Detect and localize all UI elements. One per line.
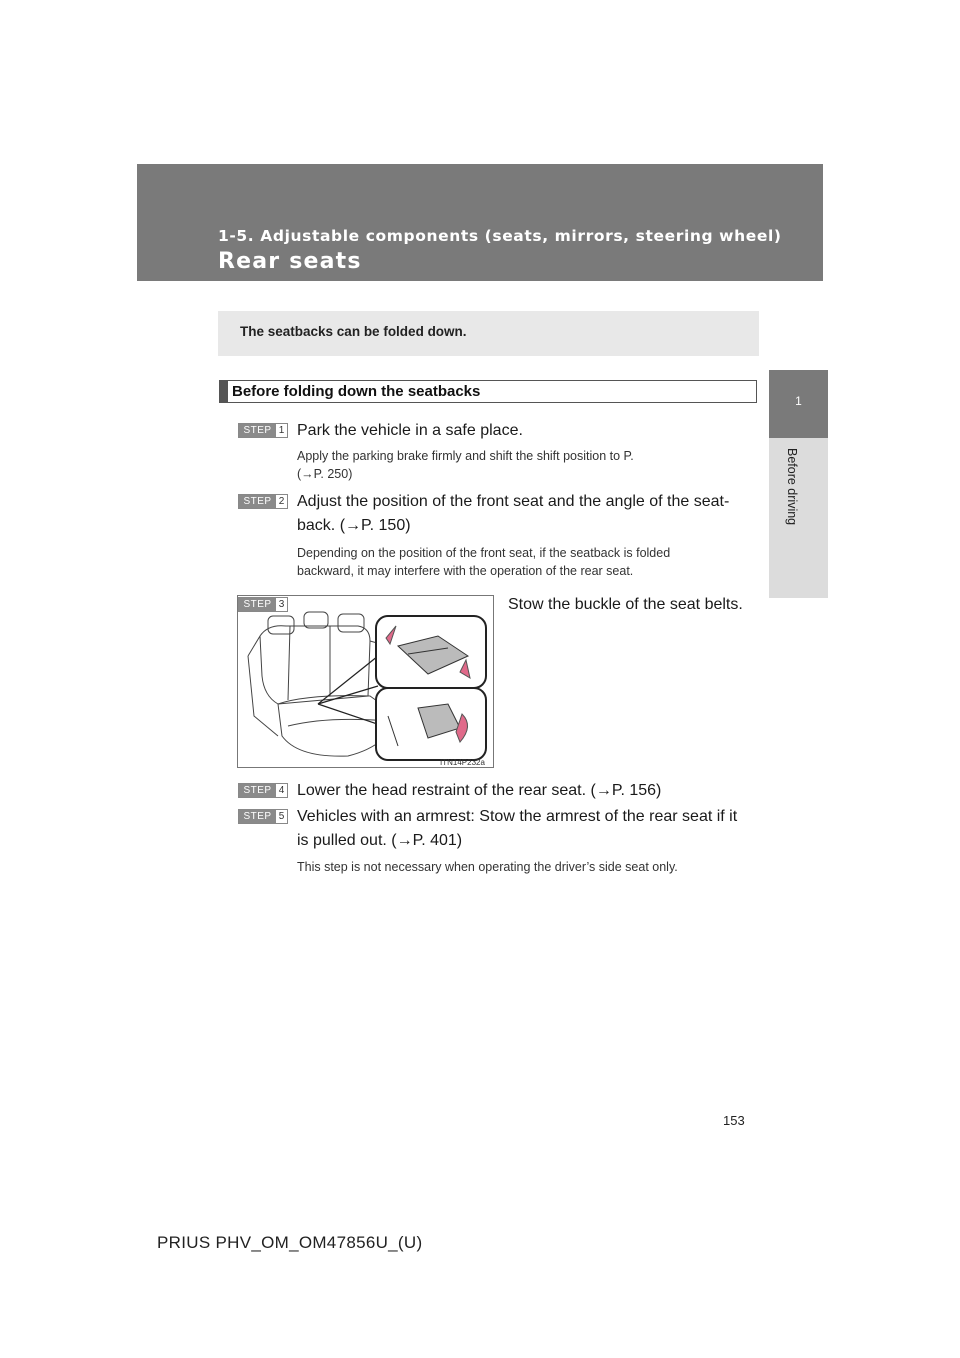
step-5-note: This step is not necessary when operating the driver’s side seat only. [297, 860, 678, 874]
step-2-text-line2: back. (→P. 150) [297, 517, 411, 534]
step-number: 2 [276, 495, 287, 508]
step-2-note-line2: backward, it may interfere with the operation of the rear seat. [297, 564, 634, 578]
document-code: PRIUS PHV_OM_OM47856U_(U) [157, 1233, 423, 1252]
intro-text: The seatbacks can be folded down. [240, 324, 467, 339]
step-number: 5 [276, 810, 287, 823]
step-label: STEP [239, 598, 276, 611]
step-label: STEP [239, 424, 276, 437]
step-4-text: Lower the head restraint of the rear seat. (→P. 156) [297, 782, 662, 799]
step-5-text-line2: is pulled out. (→P. 401) [297, 832, 463, 849]
step-badge-5 [238, 809, 288, 824]
step-badge-2 [238, 494, 288, 509]
chapter-tab-label: Before driving [785, 448, 799, 526]
step-badge-3 [238, 597, 288, 612]
step-label: STEP [239, 495, 276, 508]
rear-seat-figure [237, 595, 494, 768]
step-1-text: Park the vehicle in a safe place. [297, 422, 523, 439]
step-badge-4 [238, 783, 288, 798]
step-3-text: Stow the buckle of the seat belts. [508, 596, 743, 613]
figure-code: ITN14P232a [440, 758, 485, 767]
step-1-note-line2: (→P. 250) [297, 467, 353, 481]
subheading: Before folding down the seatbacks [232, 383, 481, 400]
page-title: Rear seats [218, 249, 362, 274]
step-1-note-line1: Apply the parking brake firmly and shift the shift position to P. [297, 449, 634, 463]
step-5-text-line1: Vehicles with an armrest: Stow the armrest of the rear seat if it [297, 808, 738, 825]
page-number: 153 [723, 1113, 745, 1128]
step-number: 3 [276, 598, 287, 611]
step-2-note-line1: Depending on the position of the front seat, if the seatback is folded [297, 546, 671, 560]
seat-belt-buckle-illustration [238, 596, 493, 767]
step-label: STEP [239, 810, 276, 823]
section-title: 1-5. Adjustable components (seats, mirrors, steering wheel) [218, 227, 782, 245]
step-badge-1 [238, 423, 288, 438]
chapter-tab-number: 1 [795, 394, 802, 408]
step-number: 1 [276, 424, 287, 437]
step-2-text-line1: Adjust the position of the front seat and the angle of the seat- [297, 493, 730, 510]
step-number: 4 [276, 784, 287, 797]
step-label: STEP [239, 784, 276, 797]
